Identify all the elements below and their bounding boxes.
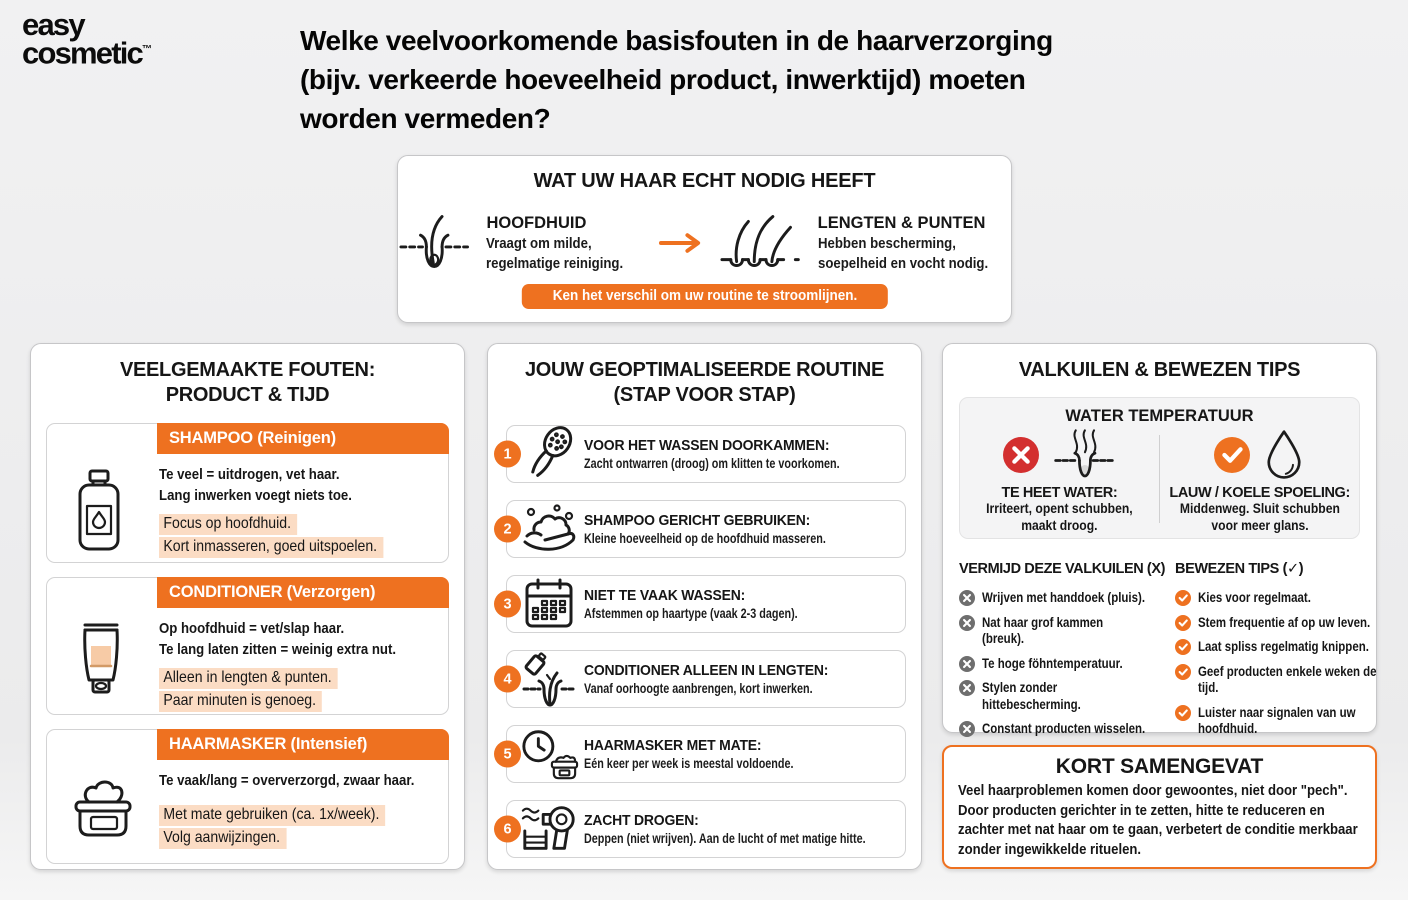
proven-list-heading: BEWEZEN TIPS (✓) xyxy=(1175,561,1304,577)
x-circle-icon xyxy=(1003,437,1039,473)
mistakes-title: VEELGEMAAKTE FOUTEN: PRODUCT & TIJD xyxy=(119,359,376,406)
proven-tip-item: Laat spliss regelmatig knippen. xyxy=(1175,639,1408,656)
card-header: HAARMASKER (Intensief) xyxy=(169,735,368,753)
proven-tips-list xyxy=(1175,561,1408,746)
routine-step-3 xyxy=(503,575,906,633)
card-highlight: Alleen in lengten & punten. xyxy=(159,668,338,689)
lengths-text xyxy=(818,213,1011,274)
x-bullet-icon xyxy=(959,590,975,606)
step-number-badge: 2 xyxy=(494,516,521,543)
summary-section xyxy=(942,745,1377,869)
lather-hand-icon xyxy=(521,503,577,555)
needs-banner-text: Ken het verschil om uw routine te stroomlijnen. xyxy=(552,287,857,304)
avoid-item: Stylen zonder hittebescherming. xyxy=(959,680,1175,713)
page-title-line: worden vermeden? xyxy=(300,103,551,134)
cream-jar-icon xyxy=(67,778,139,840)
step-heading: CONDITIONER ALLEEN IN LENGTEN: xyxy=(584,661,829,679)
shampoo-bottle-icon xyxy=(71,468,127,554)
step-text: Vanaf oorhoogte aanbrengen, kort inwerken. xyxy=(584,680,813,696)
conditioner-lengths-icon xyxy=(521,651,577,707)
step-number-badge: 6 xyxy=(494,816,521,843)
needs-section xyxy=(397,155,1012,323)
avoid-list xyxy=(959,561,1175,746)
x-bullet-icon xyxy=(959,656,975,672)
step-text: Zacht ontwarren (droog) om klitten te voorkomen. xyxy=(584,455,840,471)
x-bullet-icon xyxy=(959,615,975,631)
scalp-heading: HOOFDHUID xyxy=(486,213,587,232)
needs-banner xyxy=(521,284,887,309)
page-title-line: Welke veelvoorkomende basisfouten in de haarverzorging xyxy=(300,25,1053,56)
hot-water-heading: TE HEET WATER: xyxy=(1001,485,1118,501)
step-heading: SHAMPOO GERICHT GEBRUIKEN: xyxy=(584,511,811,529)
avoid-list-heading: VERMIJD DEZE VALKUILEN (X) xyxy=(959,561,1166,577)
routine-step-5 xyxy=(503,725,906,783)
hair-lengths-icon xyxy=(719,212,801,274)
proven-tip-item: Kies voor regelmaat. xyxy=(1175,590,1408,607)
brand-logo-word: cosmetic xyxy=(22,35,142,71)
check-bullet-icon xyxy=(1175,705,1191,721)
mistake-card-mask xyxy=(46,729,449,864)
card-highlight: Met mate gebruiken (ca. 1x/week). xyxy=(159,805,386,826)
needs-title: WAT UW HAAR ECHT NODIG HEEFT xyxy=(533,170,876,192)
step-text: Deppen (niet wrijven). Aan de lucht of met matige hitte. xyxy=(584,830,866,846)
cool-rinse-heading: LAUW / KOELE SPOELING: xyxy=(1169,485,1350,501)
hairbrush-icon xyxy=(523,426,575,482)
calendar-icon xyxy=(522,577,576,631)
x-bullet-icon xyxy=(959,721,975,737)
water-temperature-panel xyxy=(959,397,1360,539)
card-highlight: Volg aanwijzingen. xyxy=(159,828,286,849)
step-number-badge: 3 xyxy=(494,591,521,618)
step-text: Kleine hoeveelheid op de hoofdhuid masseren. xyxy=(584,530,826,546)
mistake-card-conditioner xyxy=(46,577,449,715)
routine-step-1 xyxy=(503,425,906,483)
brand-logo xyxy=(22,7,152,71)
brand-logo-line1: easy xyxy=(22,7,84,42)
scalp-line: regelmatige reiniging. xyxy=(486,254,624,272)
step-heading: NIET TE VAAK WASSEN: xyxy=(584,586,746,604)
proven-tip-item: Geef producten enkele weken de tijd. xyxy=(1175,664,1408,697)
lengths-line: soepelheid en vocht nodig. xyxy=(817,254,988,272)
card-body-line: Lang inwerken voegt niets toe. xyxy=(159,487,352,504)
x-bullet-icon xyxy=(959,680,975,696)
summary-text: Veel haarproblemen komen door gewoontes, niet door "pech". Door producten gerichter in te zetten, hitte te reduceren en zachter met nat haar om te gaan, verbetert de conditie merkbaar zonder ingewikkelde rituelen. xyxy=(958,782,1358,858)
step-text: Afstemmen op haartype (vaak 2-3 dagen). xyxy=(584,605,798,621)
card-header: CONDITIONER (Verzorgen) xyxy=(169,583,376,601)
needs-row xyxy=(398,201,1011,285)
card-header: SHAMPOO (Reinigen) xyxy=(169,429,336,447)
check-bullet-icon xyxy=(1175,664,1191,680)
conditioner-tube-icon xyxy=(73,620,129,704)
hot-water-line: maakt droog. xyxy=(1021,517,1098,533)
check-circle-icon xyxy=(1214,437,1250,473)
lengths-heading: LENGTEN & PUNTEN xyxy=(817,213,986,232)
tips-section xyxy=(942,343,1377,736)
hot-water-warning xyxy=(960,429,1159,537)
check-bullet-icon xyxy=(1175,639,1191,655)
avoid-item: Te hoge föhntemperatuur. xyxy=(959,656,1175,673)
routine-step-2 xyxy=(503,500,906,558)
card-highlight: Focus op hoofdhuid. xyxy=(159,514,297,535)
page-title-line: (bijv. verkeerde hoeveelheid product, inwerktijd) moeten xyxy=(300,64,1026,95)
proven-tip-item: Luister naar signalen van uw hoofdhuid. xyxy=(1175,705,1408,738)
routine-title: JOUW GEOPTIMALISEERDE ROUTINE (STAP VOOR STAP) xyxy=(524,359,885,406)
cool-rinse-tip xyxy=(1160,429,1359,537)
card-body-line: Te vaak/lang = oververzorgd, zwaar haar. xyxy=(159,772,415,789)
card-body-line: Op hoofdhuid = vet/slap haar. xyxy=(159,620,345,637)
cool-rinse-line: voor meer glans. xyxy=(1210,517,1309,533)
card-body-line: Te lang laten zitten = weinig extra nut. xyxy=(159,641,397,658)
mistakes-section xyxy=(30,343,465,870)
routine-step-6 xyxy=(503,800,906,858)
scalp-text xyxy=(486,213,642,274)
avoid-item: Nat haar grof kammen (breuk). xyxy=(959,615,1175,648)
summary-title: KORT SAMENGEVAT xyxy=(1055,755,1264,778)
step-text: Eén keer per week is meestal voldoende. xyxy=(584,755,794,771)
mask-timer-icon xyxy=(519,726,579,782)
water-drop-icon xyxy=(1263,429,1305,481)
routine-step-4 xyxy=(503,650,906,708)
hot-water-line: Irriteert, opent schubben, xyxy=(986,501,1133,516)
step-heading: HAARMASKER MET MATE: xyxy=(584,736,762,754)
card-highlight: Kort inmasseren, goed uitspoelen. xyxy=(159,537,383,558)
routine-section xyxy=(487,343,922,870)
tips-title: VALKUILEN & BEWEZEN TIPS xyxy=(1018,359,1301,381)
check-bullet-icon xyxy=(1175,615,1191,631)
card-body-line: Te veel = uitdrogen, vet haar. xyxy=(159,466,340,483)
step-number-badge: 5 xyxy=(494,741,521,768)
trademark-symbol: ™ xyxy=(142,44,152,55)
cool-rinse-line: Middenweg. Sluit schubben xyxy=(1179,501,1340,516)
scalp-follicle-icon xyxy=(398,211,470,275)
proven-tip-item: Stem frequentie af op uw leven. xyxy=(1175,615,1408,632)
avoid-item: Wrijven met handdoek (pluis). xyxy=(959,590,1175,607)
page-title xyxy=(300,21,1220,138)
hot-water-steam-icon xyxy=(1052,427,1116,483)
step-heading: ZACHT DROGEN: xyxy=(584,811,699,829)
card-highlight: Paar minuten is genoeg. xyxy=(159,691,322,712)
step-number-badge: 4 xyxy=(494,666,521,693)
mistake-card-shampoo xyxy=(46,423,449,563)
water-temperature-title: WATER TEMPERATUUR xyxy=(1065,407,1254,425)
step-heading: VOOR HET WASSEN DOORKAMMEN: xyxy=(584,436,830,454)
step-number-badge: 1 xyxy=(494,441,521,468)
check-bullet-icon xyxy=(1175,590,1191,606)
avoid-item: Constant producten wisselen. xyxy=(959,721,1175,738)
lengths-line: Hebben bescherming, xyxy=(817,234,956,252)
arrow-right-icon xyxy=(658,233,703,253)
hairdryer-icon xyxy=(519,803,579,855)
brand-logo-line2 xyxy=(22,35,152,71)
scalp-line: Vraagt om milde, xyxy=(486,234,593,252)
